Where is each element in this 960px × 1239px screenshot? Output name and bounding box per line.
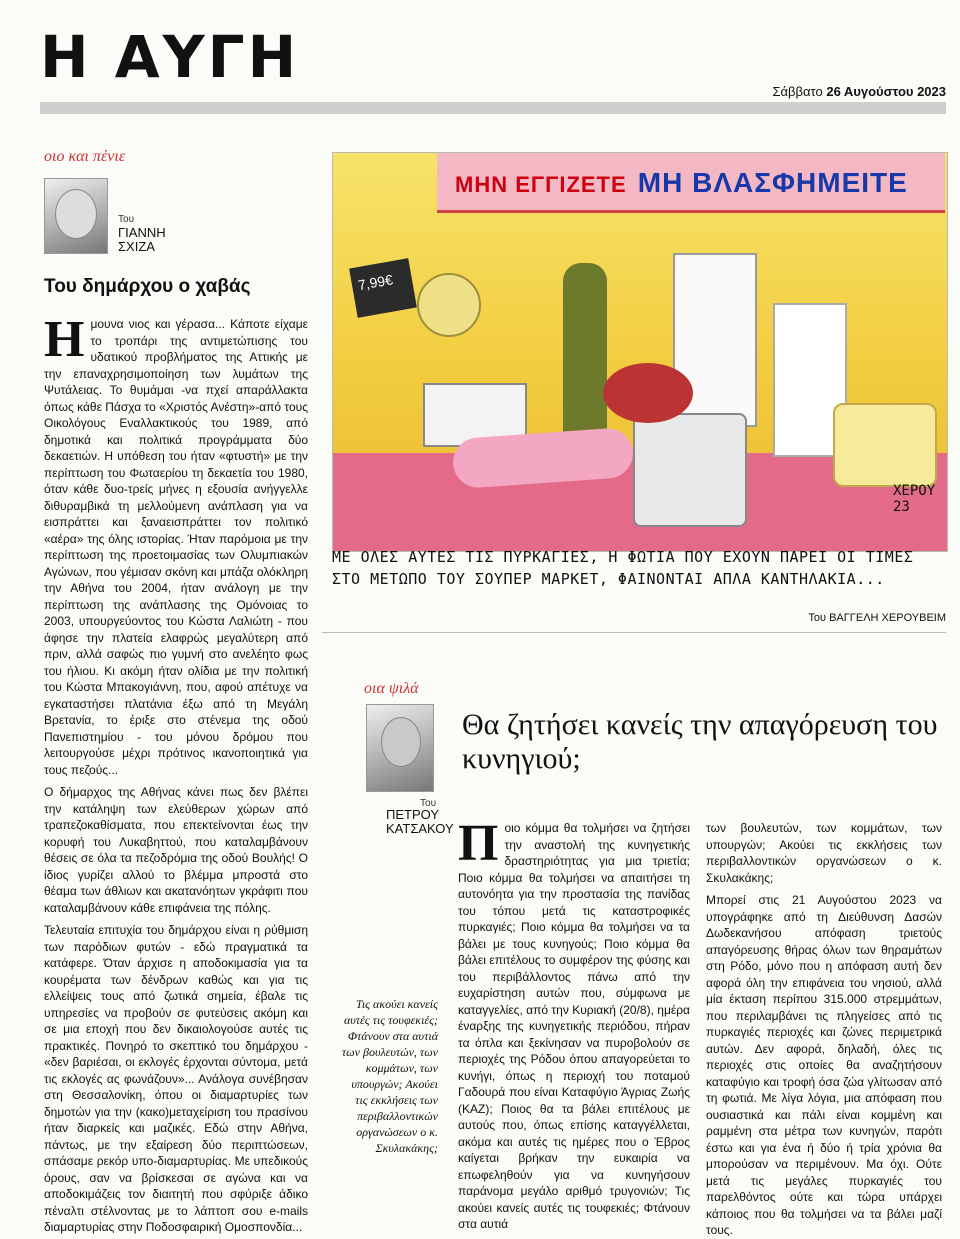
tomato-tin <box>603 363 693 423</box>
column1-paragraph-2: Ο δήμαρχος της Αθήνας κάνει πως δεν βλέπει την κατάληψη των ελεύθερων χώρων από τραπεζοκαθίσματα, που επεκτείνονται έως την κορυφή του Λυκαβηττού, που καταλαμβάνουν θέσεις σε όλα τα πεζοδρόμια της οδού Βουλής! Ο ίδιος γυρίζει αλλού το βλέμμα μπροστά στο θέαμα των άθλιων και ακατανόητων γκράφιτι που καταλαμβάνουν κάθε επιφάνεια της πόλης. <box>44 785 308 915</box>
cartoon-caption <box>332 546 946 590</box>
price-tag-text: 7,99€ <box>356 271 395 294</box>
column1-dropcap: Η <box>44 311 85 368</box>
pull-quote: Τις ακούει κανείς αυτές τις τουφεκιές; Φτάνουν στα αυτιά των βουλευτών, των κομμάτων, των υπουργών; Ακούει τις εκκλήσεις των περιβαλλοντικών οργανώσεων ο κ. Σκυλακάκης; <box>341 997 438 1155</box>
column1-author-first: ΓΙΑΝΝΗ <box>118 225 166 240</box>
column2-paragraph-b2: Μπορεί στις 21 Αυγούστου 2023 να υπογράφηκε από τη Διεύθυνση Δασών Δωδεκανήσου απόφαση τριετούς απαγόρευσης θήρας όλων των θηραμάτων στη Ρόδο, μόνο που η απόφαση αυτή δεν αφορά όλη την επιφάνεια του νησιού, αλλά μία έκταση περίπου 315.000 στρεμμάτων, που περιλαμβάνει τις πληγείσες από τις πυρκαγιές περιοχές και ζώνες περιμετρικά αυτών. Δεν αφορά, δηλαδή, όλες τις περιοχές στις οποίες θα αναζητήσουν καταφύγιο και τροφή όσα ζώα γλίτωσαν από τη φωτιά. Με λίγα λόγια, μια απόφαση που ουσιαστικά και πάλι είναι κομμένη και ραμμένη στα μέτρα των κυνηγών, παρότι έστω και για ένα ή δύο ή τρία χρόνια θα μπορούσαν να περιμένουν. Μα όχι. Ούτε μετά τις μεγάλες πυρκαγιές του παρελθόντος ούτε και τώρα υπάρχει κάποιος που θα τολμήσει να τα βάλει μαζί τους. <box>706 893 942 1237</box>
column2-byline-label: Του <box>420 798 437 809</box>
column2-body-b <box>706 820 942 1237</box>
hanging-basket <box>417 273 481 337</box>
column2-title: Θα ζητήσει κανείς την απαγόρευση του κυνηγιού; <box>462 708 938 775</box>
column2-rubric: οια ψιλά <box>364 680 419 697</box>
column1-headline: Του δημάρχου ο χαβάς <box>44 276 251 297</box>
column1-author-last: ΣΧΙΖΑ <box>118 239 155 254</box>
column2-paragraph-a <box>458 815 690 1233</box>
credit-name: ΒΑΓΓΕΛΗ ΧΕΡΟΥΒΕΙΜ <box>829 612 946 624</box>
jar <box>633 413 747 527</box>
column1-paragraph-1 <box>44 311 308 778</box>
date-value: 26 Αυγούστου 2023 <box>826 84 946 99</box>
masthead-rule <box>40 102 946 114</box>
column2-body-a-text: οιο κόμμα θα τολμήσει να ζητήσει την αναστολή της κυνηγετικής δραστηριότητας για μια τριετία; Ποιο κόμμα θα τολμήσει να απαιτήσει τη αυτονόητα για την προστασία της πανίδας του τόπου μετά τις καταστροφικές πυρκαγιές; Ποιο κόμμα θα τολμήσει να τα βάλει με τους κυνηγούς; Ποιο κόμμα θα βάλει επιτέλους το συμφέρον της φύσης και του περιβάλλοντος πάνω από την ευχαρίστηση αυτών που, σύμφωνα με καταγγελίες, από την Κυριακή (20/8), ημέρα έναρξης της κυνηγετικής περιόδου, πήραν τα όπλα και ξεκίνησαν να πυροβολούν σε περιοχές της Ρόδου όπου απαγορεύεται το κυνήγι, όπως η περιοχή του ποταμού Γαδουρά που είναι Καταφύγιο Άγριας Ζωής (ΚΑΖ); Ποιος θα τα βάλει επιτέλους με αυτούς που, όπως επίσης καταγγέλλεται, ακόμα και αυτές τις ημέρες που ο Έβρος καίγεται βρήκαν την ευκαιρία να επωφεληθούν για να κυνηγήσουν παράνομα μεγάλο αριθμό τρυγονιών; Τις ακούει κανείς αυτές τις τουφεκιές; Φτάνουν στα αυτιά <box>458 821 690 1231</box>
column2-author-first: ΠΕΤΡΟΥ <box>386 807 440 822</box>
section-divider <box>322 632 946 633</box>
portrait-face <box>55 189 97 239</box>
masthead-title: Η ΑΥΓΗ <box>40 23 300 91</box>
portrait-face <box>381 717 421 767</box>
author-photo-katsakou <box>366 704 434 792</box>
date-prefix: Σάββατο <box>772 84 823 99</box>
cheese <box>833 403 937 487</box>
column1-body <box>44 311 308 1234</box>
column1-paragraph-3: Τελευταία επιτυχία του δημάρχου είναι η ρύθμιση των παρόδιων φυτών - εδώ πραγματικά τα κατάφερε. Όταν άρχισε η αποδοκιμασία για τα κουρέματα των δένδρων καθώς και για τις ελλείψεις τους από ζωτικά σημεία, έβαλε τις υπηρεσίες να προβούν σε φυτεύσεις ακόμη και σε μια εποχή που δεν δικαιολογούσε αυτές τις πρακτικές. Πονηρό το σκεπτικό του δημάρχου - «δεν βαριέσαι, οι εκλογές έρχονται σύντομα, μετά τις εκλογές ας φωνάζουν»... Ανάλογα συνέβησαν στη Θεσσαλονίκη, όπου οι διαμαρτυρίες των δημοτών για την (κακο)μεταχείριση του πρασίνου ήταν διαρκείς και μαζικές. Εδώ στην Αθήνα, πάντως, με την εξαίρεση δύο περιπτώσεων, σπάσαμε ρεκόρ υπο-διαμαρτυρίας. Με υπεδικούς όρους, σαν να βρίσκεσαι σε αγώνα και να αποδοκιμάζεις τον διαιτητή που σφύριξε άδικο πέναλτι στέλνοντας με το λάπτοπ σου e-mails διαμαρτυρίας στην Ποδοσφαιρική Ομοσπονδία... <box>44 923 308 1234</box>
cartoon-credit <box>808 612 946 624</box>
caption-line-1: ΜΕ ΟΛΕΣ ΑΥΤΕΣ ΤΙΣ ΠΥΡΚΑΓΙΕΣ, Η ΦΩΤΙΑ ΠΟΥ ΕΧΟΥΝ ΠΑΡΕΙ ΟΙ ΤΙΜΕΣ <box>332 548 914 566</box>
credit-prefix: Του <box>808 612 827 624</box>
column2-dropcap: Π <box>458 815 499 872</box>
cartoon-signature: ΧΕΡΟΥ 23 <box>893 483 936 515</box>
banner-text-2: ΜΗ ΒΛΑΣΦΗΜΕΙΤΕ <box>637 167 908 198</box>
cartoon-banner <box>437 153 945 213</box>
price-tag <box>349 258 417 318</box>
caption-line-2: ΣΤΟ ΜΕΤΩΠΟ ΤΟΥ ΣΟΥΠΕΡ ΜΑΡΚΕΤ, ΦΑΙΝΟΝΤΑΙ ΑΠΛΑ ΚΑΝΤΗΛΑΚΙΑ... <box>332 570 885 588</box>
cartoon-illustration <box>332 152 948 552</box>
column1-rubric: οιο και πένιε <box>44 148 126 165</box>
author-photo-schizas <box>44 178 108 254</box>
column2-body-a <box>458 815 690 1231</box>
column2-paragraph-b1: των βουλευτών, των κομμάτων, των υπουργών; Ακούει τις εκκλήσεις των περιβαλλοντικών οργανώσεων ο κ. Σκυλακάκης; <box>706 821 942 885</box>
column1-p1-text: μουνα νιος και γέρασα... Κάποτε είχαμε το τροπάρι της αντιμετώπισης του υδατικού προβλήματος της Αττικής με την επαναχρησιμοποίηση των λυμάτων της Ψυτάλειας. Το θυμάμαι -να πχεί απαράλλακτα όπως κάθε Πάσχα το «Χριστός Ανέστη»-από τους Οικολόγους Εναλλακτικούς του 1989, από δημοτικά και πολιτικά προγράμματα δύο δεκαετιών. Η υπόθεση του ήταν «φτυστή» με την περίπτωση του Φωταερίου τη δεκαετία του 1980, όταν κάθε δυο-τρείς μήνες η εξουσία ανήγγελλε διθυραμβικά τη μελλούμενη ανάπλαση για να εισπράττει και ξαναεισπράττει τον πολιτικό «αέρα» της όλης ιστορίας. Ήταν παρόμοια με την περίπτωση της προετοιμασίας των Ολυμπιακών Αγώνων, που γέμισαν σκόνη και μπάζα ολόκληρη την Αθήνα του 2004, ήταν ανάλογη με την περίπτωση της ανάπλασης της Ομόνοιας το 2003, υπουργεύοντος του Κώστα Λαλιώτη - που άφησε την πλατεία ελαφρώς μεγαλύτερη από πριν, αλλά σαφώς πιο γυμνή στο ανελέητο φως του ήλιου. Κι ακόμη ήταν ολίδια με την πολιτική του Κώστα Μπακογιάννη, που, αφού απέτυχε να εγκαταστήσει πλατάνια έξω από τη Μεγάλη Βρετανία, το έριξε στο στένεμα της οδού Πανεπιστημίου - του μόνου δρόμου που λειτουργούσε μέχρι πρότινος ικανοποιητικά για τους πεζούς... <box>44 317 308 777</box>
column2-author-last: ΚΑΤΣΑΚΟΥ <box>386 821 454 836</box>
banner-text-1: ΜΗΝ ΕΓΓΙΖΕΤΕ <box>455 172 627 197</box>
issue-date <box>773 84 947 99</box>
column1-byline-label: Του <box>118 214 135 225</box>
